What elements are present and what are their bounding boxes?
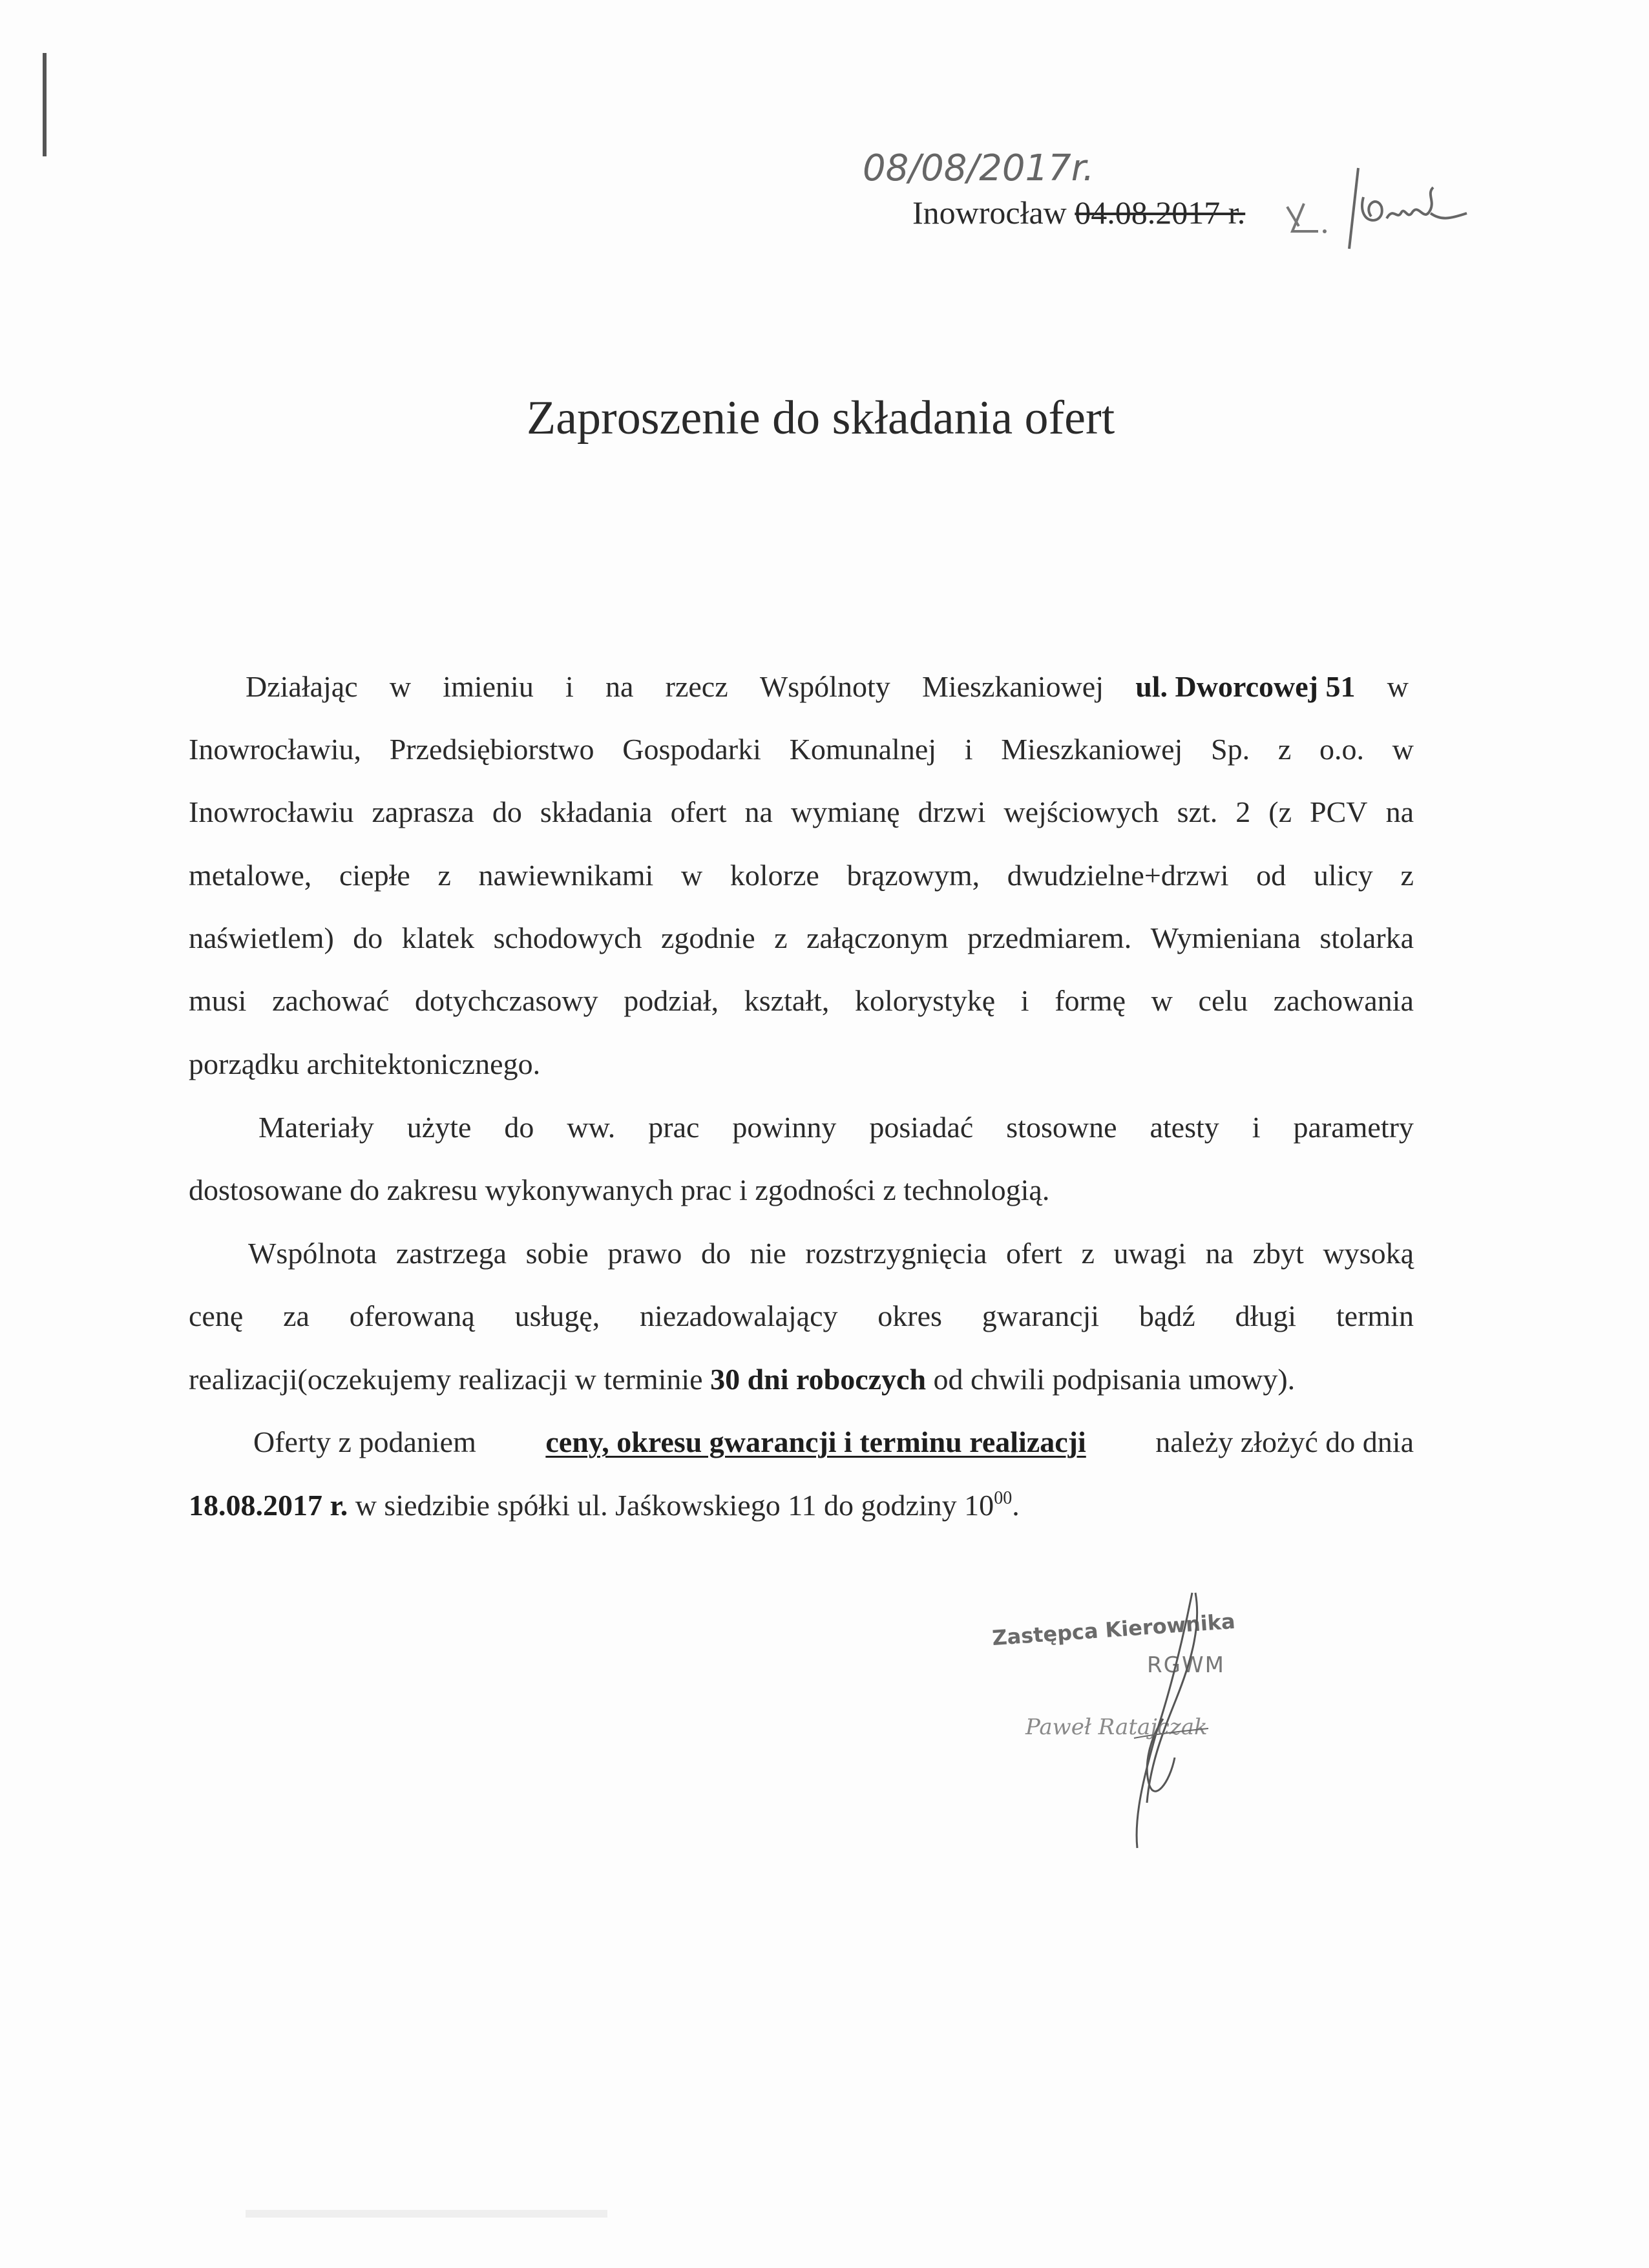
stamp-line1: Zastępca Kierownika xyxy=(991,1608,1236,1651)
p1-line5: naświetlem) do klatek schodowych zgodnie z załączonym przedmiarem. Wymieniana stolarka xyxy=(189,921,1414,954)
p1-line6: musi zachować dotychczasowy podział, kształt, kolorystykę i formę w celu zachowania xyxy=(189,984,1414,1017)
p1-line4: metalowe, ciepłe z nawiewnikami w kolorze brązowym, dwudzielne+drzwi od ulicy z xyxy=(189,859,1414,892)
p3-line1: Wspólnota zastrzega sobie prawo do nie rozstrzygnięcia ofert z uwagi na zbyt wysoką xyxy=(248,1237,1414,1270)
p1-line2: Inowrocławiu, Przedsiębiorstwo Gospodarki Komunalnej i Mieszkaniowej Sp. z o.o. w xyxy=(189,733,1414,766)
p3-line2: cenę za oferowaną usługę, niezadowalający okres gwarancji bądź długi termin xyxy=(189,1299,1414,1332)
due-date-bold: 18.08.2017 r. xyxy=(189,1489,348,1522)
p2-line2: dostosowane do zakresu wykonywanych prac i zgodności z technologią. xyxy=(189,1173,1050,1206)
p1-line1: Działając w imieniu i na rzecz Wspólnoty Mieszkaniowej ul. Dworcowej 51 w xyxy=(246,670,1409,703)
deadline-bold: 30 dni roboczych xyxy=(710,1363,927,1396)
stamp-line2: RGWM xyxy=(1147,1652,1225,1678)
place-date xyxy=(912,194,1245,231)
city: Inowrocław xyxy=(912,194,1067,231)
handwritten-initials xyxy=(1273,162,1473,252)
document-title: Zaproszenie do składania ofert xyxy=(527,392,1115,445)
address-bold: ul. Dworcowej 51 xyxy=(1135,670,1356,703)
p1-line3: Inowrocławiu zaprasza do składania ofert na wymianę drzwi wejściowych szt. 2 (z PCV na xyxy=(189,795,1414,828)
p3-line3: realizacji(oczekujemy realizacji w terminie 30 dni roboczych od chwili podpisania umowy). xyxy=(189,1363,1296,1396)
handwritten-signature xyxy=(1073,1590,1266,1861)
p2-line1: Materiały użyte do ww. prac powinny posiadać stosowne atesty i parametry xyxy=(258,1111,1414,1144)
handwritten-date: 08/08/2017r. xyxy=(863,147,1095,189)
p4-line2: 18.08.2017 r. w siedzibie spółki ul. Jaśkowskiego 11 do godziny $10^{00}$. xyxy=(189,1488,1020,1522)
p4-line1: Oferty z podaniem ceny, okresu gwarancji i terminu realizacji należy złożyć do dnia xyxy=(253,1425,1414,1458)
stamp-name: Paweł Ratajczak xyxy=(1025,1714,1208,1740)
scan-mark xyxy=(43,53,47,156)
required-info-underlined: ceny, okresu gwarancji i terminu realizacji xyxy=(545,1425,1086,1458)
scan-footer-mark xyxy=(246,2210,607,2218)
typed-date: 04.08.2017 r. xyxy=(1075,194,1246,231)
p1-line7: porządku architektonicznego. xyxy=(189,1047,541,1080)
